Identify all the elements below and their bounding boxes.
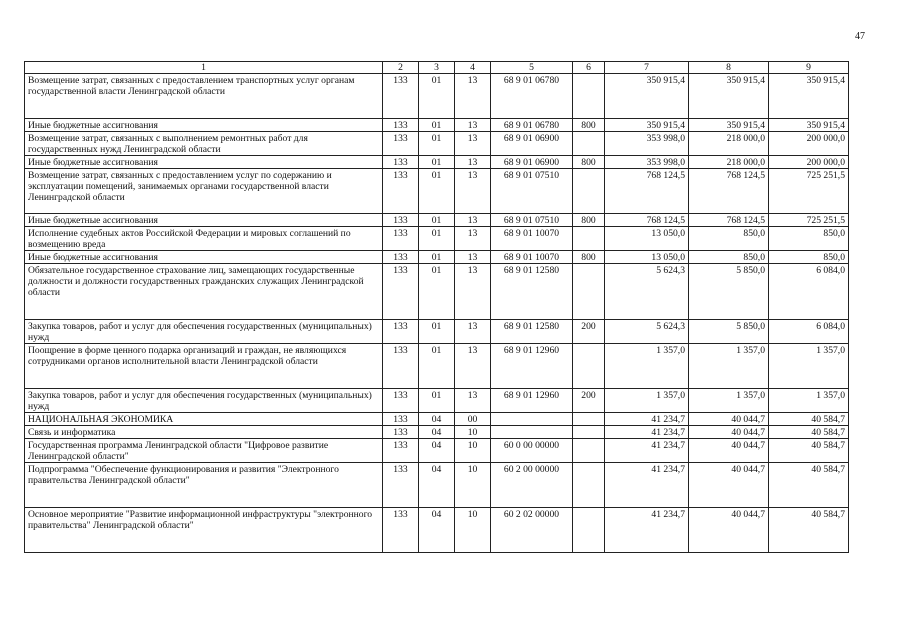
name-cell: Возмещение затрат, связанных с выполнением ремонтных работ для государственных нужд Ленинградской области: [25, 132, 383, 156]
code-cell: 133: [383, 463, 419, 508]
name-cell: Иные бюджетные ассигнования: [25, 251, 383, 264]
target-article-cell: 68 9 01 06900: [491, 156, 573, 169]
amount-cell: 1 357,0: [689, 344, 769, 389]
header-cell: 7: [605, 62, 689, 74]
code-cell: 133: [383, 119, 419, 132]
subsection-cell: 10: [455, 426, 491, 439]
amount-cell: 218 000,0: [689, 156, 769, 169]
section-cell: 01: [419, 156, 455, 169]
table-row: [25, 227, 849, 251]
amount-cell: 200 000,0: [769, 156, 849, 169]
target-article-cell: 68 9 01 06780: [491, 74, 573, 119]
amount-cell: 41 234,7: [605, 439, 689, 463]
section-cell: 01: [419, 227, 455, 251]
target-article-cell: 68 9 01 06900: [491, 132, 573, 156]
amount-cell: 725 251,5: [769, 169, 849, 214]
section-cell: 04: [419, 439, 455, 463]
amount-cell: 850,0: [769, 251, 849, 264]
table-row: [25, 264, 849, 320]
amount-cell: 6 084,0: [769, 264, 849, 320]
header-cell: 8: [689, 62, 769, 74]
amount-cell: 5 624,3: [605, 320, 689, 344]
code-cell: 133: [383, 264, 419, 320]
amount-cell: 350 915,4: [769, 74, 849, 119]
amount-cell: 5 624,3: [605, 264, 689, 320]
budget-table: [24, 61, 849, 553]
amount-cell: 850,0: [689, 251, 769, 264]
target-article-cell: 68 9 01 10070: [491, 227, 573, 251]
expense-type-cell: [573, 227, 605, 251]
table-body: [25, 74, 849, 553]
target-article-cell: 68 9 01 12580: [491, 320, 573, 344]
code-cell: 133: [383, 132, 419, 156]
amount-cell: 353 998,0: [605, 132, 689, 156]
subsection-cell: 13: [455, 169, 491, 214]
section-cell: 04: [419, 508, 455, 553]
subsection-cell: 13: [455, 214, 491, 227]
header-row: [25, 62, 849, 74]
amount-cell: 768 124,5: [605, 214, 689, 227]
target-article-cell: 68 9 01 10070: [491, 251, 573, 264]
section-cell: 01: [419, 264, 455, 320]
table-row: [25, 132, 849, 156]
amount-cell: 725 251,5: [769, 214, 849, 227]
page-number: 47: [855, 31, 865, 42]
header-cell: 1: [25, 62, 383, 74]
expense-type-cell: [573, 132, 605, 156]
header-cell: 4: [455, 62, 491, 74]
section-cell: 01: [419, 320, 455, 344]
code-cell: 133: [383, 251, 419, 264]
amount-cell: 1 357,0: [605, 389, 689, 413]
amount-cell: 200 000,0: [769, 132, 849, 156]
table-row: [25, 119, 849, 132]
name-cell: Связь и информатика: [25, 426, 383, 439]
amount-cell: 41 234,7: [605, 508, 689, 553]
code-cell: 133: [383, 74, 419, 119]
subsection-cell: 13: [455, 227, 491, 251]
expense-type-cell: 800: [573, 214, 605, 227]
name-cell: Исполнение судебных актов Российской Федерации и мировых соглашений по возмещению вреда: [25, 227, 383, 251]
target-article-cell: 68 9 01 06780: [491, 119, 573, 132]
amount-cell: 40 044,7: [689, 463, 769, 508]
target-article-cell: 68 9 01 12960: [491, 344, 573, 389]
amount-cell: 41 234,7: [605, 426, 689, 439]
table-row: [25, 156, 849, 169]
subsection-cell: 10: [455, 463, 491, 508]
expense-type-cell: 200: [573, 389, 605, 413]
subsection-cell: 13: [455, 119, 491, 132]
amount-cell: 41 234,7: [605, 413, 689, 426]
amount-cell: 40 584,7: [769, 439, 849, 463]
name-cell: Возмещение затрат, связанных с предоставлением транспортных услуг органам государственной власти Ленинградской области: [25, 74, 383, 119]
name-cell: Основное мероприятие "Развитие информационной инфраструктуры "электронного правительства" Ленинградской области": [25, 508, 383, 553]
table-row: [25, 251, 849, 264]
subsection-cell: 10: [455, 508, 491, 553]
section-cell: 04: [419, 463, 455, 508]
table-row: [25, 389, 849, 413]
name-cell: Иные бюджетные ассигнования: [25, 119, 383, 132]
header-cell: 3: [419, 62, 455, 74]
code-cell: 133: [383, 389, 419, 413]
section-cell: 01: [419, 74, 455, 119]
subsection-cell: 10: [455, 439, 491, 463]
subsection-cell: 13: [455, 156, 491, 169]
target-article-cell: 60 2 00 00000: [491, 463, 573, 508]
target-article-cell: 68 9 01 07510: [491, 169, 573, 214]
amount-cell: 1 357,0: [689, 389, 769, 413]
section-cell: 01: [419, 389, 455, 413]
table-row: [25, 426, 849, 439]
amount-cell: 1 357,0: [769, 344, 849, 389]
amount-cell: 40 584,7: [769, 426, 849, 439]
amount-cell: 40 044,7: [689, 426, 769, 439]
table-row: [25, 413, 849, 426]
amount-cell: 353 998,0: [605, 156, 689, 169]
expense-type-cell: [573, 169, 605, 214]
code-cell: 133: [383, 214, 419, 227]
target-article-cell: 60 2 02 00000: [491, 508, 573, 553]
amount-cell: 5 850,0: [689, 264, 769, 320]
table-row: [25, 320, 849, 344]
amount-cell: 350 915,4: [605, 74, 689, 119]
name-cell: Закупка товаров, работ и услуг для обеспечения государственных (муниципальных) нужд: [25, 320, 383, 344]
code-cell: 133: [383, 169, 419, 214]
amount-cell: 218 000,0: [689, 132, 769, 156]
name-cell: НАЦИОНАЛЬНАЯ ЭКОНОМИКА: [25, 413, 383, 426]
table-row: [25, 74, 849, 119]
expense-type-cell: 800: [573, 119, 605, 132]
subsection-cell: 13: [455, 132, 491, 156]
section-cell: 01: [419, 214, 455, 227]
code-cell: 133: [383, 156, 419, 169]
amount-cell: 41 234,7: [605, 463, 689, 508]
subsection-cell: 13: [455, 264, 491, 320]
name-cell: Государственная программа Ленинградской области "Цифровое развитие Ленинградской области": [25, 439, 383, 463]
target-article-cell: 68 9 01 12960: [491, 389, 573, 413]
section-cell: 01: [419, 169, 455, 214]
amount-cell: 40 584,7: [769, 413, 849, 426]
expense-type-cell: [573, 264, 605, 320]
amount-cell: 768 124,5: [605, 169, 689, 214]
amount-cell: 13 050,0: [605, 227, 689, 251]
header-cell: 6: [573, 62, 605, 74]
subsection-cell: 13: [455, 320, 491, 344]
table-row: [25, 508, 849, 553]
expense-type-cell: 200: [573, 320, 605, 344]
name-cell: Подпрограмма "Обеспечение функционирования и развития "Электронного правительства Ленинградской области": [25, 463, 383, 508]
target-article-cell: 68 9 01 07510: [491, 214, 573, 227]
amount-cell: 350 915,4: [689, 119, 769, 132]
header-cell: 5: [491, 62, 573, 74]
expense-type-cell: [573, 463, 605, 508]
table-row: [25, 439, 849, 463]
amount-cell: 768 124,5: [689, 169, 769, 214]
code-cell: 133: [383, 426, 419, 439]
code-cell: 133: [383, 227, 419, 251]
target-article-cell: [491, 426, 573, 439]
table-row: [25, 169, 849, 214]
code-cell: 133: [383, 320, 419, 344]
section-cell: 04: [419, 413, 455, 426]
amount-cell: 1 357,0: [605, 344, 689, 389]
name-cell: Закупка товаров, работ и услуг для обеспечения государственных (муниципальных) нужд: [25, 389, 383, 413]
subsection-cell: 13: [455, 344, 491, 389]
section-cell: 04: [419, 426, 455, 439]
expense-type-cell: [573, 508, 605, 553]
subsection-cell: 13: [455, 251, 491, 264]
expense-type-cell: 800: [573, 251, 605, 264]
name-cell: Иные бюджетные ассигнования: [25, 156, 383, 169]
target-article-cell: 60 0 00 00000: [491, 439, 573, 463]
expense-type-cell: [573, 74, 605, 119]
amount-cell: 350 915,4: [689, 74, 769, 119]
expense-type-cell: 800: [573, 156, 605, 169]
subsection-cell: 00: [455, 413, 491, 426]
target-article-cell: 68 9 01 12580: [491, 264, 573, 320]
section-cell: 01: [419, 251, 455, 264]
code-cell: 133: [383, 413, 419, 426]
name-cell: Возмещение затрат, связанных с предоставлением услуг по содержанию и эксплуатации помещений, занимаемых органами государственной власти Ленинградской области: [25, 169, 383, 214]
name-cell: Иные бюджетные ассигнования: [25, 214, 383, 227]
table-row: [25, 214, 849, 227]
amount-cell: 40 044,7: [689, 439, 769, 463]
amount-cell: 40 584,7: [769, 508, 849, 553]
amount-cell: 40 584,7: [769, 463, 849, 508]
amount-cell: 850,0: [769, 227, 849, 251]
amount-cell: 1 357,0: [769, 389, 849, 413]
amount-cell: 6 084,0: [769, 320, 849, 344]
expense-type-cell: [573, 413, 605, 426]
code-cell: 133: [383, 508, 419, 553]
expense-type-cell: [573, 344, 605, 389]
name-cell: Поощрение в форме ценного подарка организаций и граждан, не являющихся сотрудниками органов исполнительной власти Ленинградской области: [25, 344, 383, 389]
expense-type-cell: [573, 439, 605, 463]
amount-cell: 850,0: [689, 227, 769, 251]
subsection-cell: 13: [455, 74, 491, 119]
code-cell: 133: [383, 439, 419, 463]
table-row: [25, 463, 849, 508]
amount-cell: 350 915,4: [605, 119, 689, 132]
section-cell: 01: [419, 344, 455, 389]
amount-cell: 350 915,4: [769, 119, 849, 132]
table-row: [25, 344, 849, 389]
section-cell: 01: [419, 132, 455, 156]
subsection-cell: 13: [455, 389, 491, 413]
section-cell: 01: [419, 119, 455, 132]
amount-cell: 40 044,7: [689, 508, 769, 553]
name-cell: Обязательное государственное страхование лиц, замещающих государственные должности и должности государственных гражданских служащих Ленинградской области: [25, 264, 383, 320]
expense-type-cell: [573, 426, 605, 439]
amount-cell: 40 044,7: [689, 413, 769, 426]
target-article-cell: [491, 413, 573, 426]
header-cell: 2: [383, 62, 419, 74]
amount-cell: 13 050,0: [605, 251, 689, 264]
header-cell: 9: [769, 62, 849, 74]
code-cell: 133: [383, 344, 419, 389]
amount-cell: 5 850,0: [689, 320, 769, 344]
amount-cell: 768 124,5: [689, 214, 769, 227]
